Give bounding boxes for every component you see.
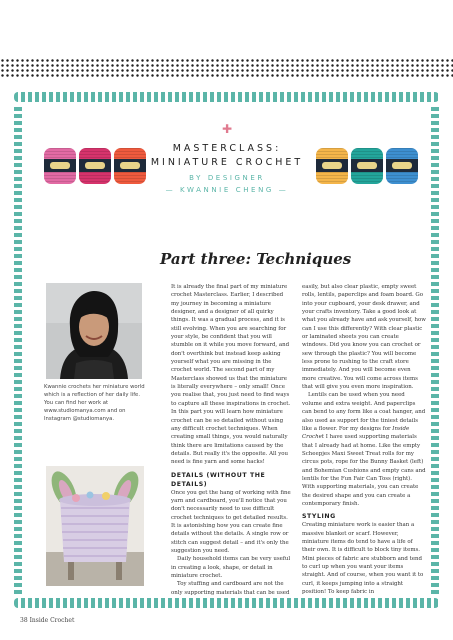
bunny-basket-photo	[46, 466, 144, 586]
right-scallop-border	[431, 104, 439, 594]
byline-label: BY DESIGNER	[189, 174, 265, 182]
section-heading-styling: STYLING	[302, 513, 336, 521]
dot-pattern-band	[0, 58, 453, 78]
body-paragraph: Daily household items can be very useful in creating a look, shape, or detail in miniature crochet.	[171, 556, 291, 579]
article-title: Part three: Techniques	[160, 250, 352, 268]
yarn-ball-pink-icon	[44, 148, 76, 184]
publication-name: Inside Crochet	[29, 617, 75, 624]
article-column-2	[302, 283, 426, 596]
cross-stitch-icon: ✚	[222, 122, 233, 136]
designer-name: — KWANNIE CHENG —	[165, 186, 289, 194]
yarn-ball-magenta-icon	[79, 148, 111, 184]
body-paragraph: easily, but also clear plastic, empty sweet rolls, lentils, paperclips and foam board. Go into your cupboard, your desk drawer, and your crafts inventory. Take a good look at what you already have and ask yourself, how can I use this differently? With clear plastic or laminated sheets you can create windows. Did you know you can crochet or sew through the plastic? You will become less prone to rushing to the craft store immediately. And you will become even more creative. You will come across items that will give you even more inspiration.	[302, 284, 426, 391]
body-paragraph: Lentils can be used when you need volume and extra weight. And paperclips can bend to any form like a coat hanger, and also used as support for the tiniest details like a flower. For my designs for Inside Crochet I have used supporting materials that I already had at home. Like the empty Scheepjes Maxi Sweet Treat rolls for my circus pots, rope for the Bunny Basket (left) and Bohemian Cushions and empty cans and lentils for the Fun Fair Can Toss (right). With supporting materials, you can create the desired shape and you can create a contemporary finish.	[302, 392, 426, 507]
page-number: 38	[20, 617, 28, 624]
yarn-ball-blue-icon	[386, 148, 418, 184]
article-column-1	[171, 283, 293, 597]
masterclass-label: MASTERCLASS:	[172, 143, 282, 154]
masterclass-heading	[130, 142, 324, 170]
bottom-scallop-border	[14, 598, 439, 608]
page-folio	[20, 617, 74, 624]
designer-portrait-photo	[46, 283, 142, 379]
portrait-caption: Kwannie crochets her miniature world which is a reflection of her daily life. You can find her work at www.studiomanya.com and on Instagram @studiomanya.	[44, 384, 145, 422]
body-paragraph: Toy stuffing and cardboard are not the only supporting materials that can be used	[171, 581, 290, 596]
top-scallop-border	[14, 92, 439, 102]
yarn-ball-teal-icon	[351, 148, 383, 184]
intro-paragraph: It is already the final part of my miniature crochet Masterclass. Earlier, I described my journey in becoming a miniature designer, and a designer of all quirky things. It was a gradual process, and it is still evolving. When you are searching for your style, be confident that you will stumble on it while you move forward, and don't overthink but instead keep asking yourself what you are missing in the crochet world. The second part of my Masterclass showed us that the miniature is literally everywhere – only small! Once you realise that, you just need to find ways to capture all these inspirations in crochet. In this part you will learn how miniature crochet can be so detailed without using any difficult crochet techniques. When creating small things, you would naturally think there are limitations caused by the details. But really it's the opposite. All you need is fine yarn and some hacks!	[171, 284, 291, 466]
left-scallop-border	[14, 104, 22, 594]
masterclass-subject: MINIATURE CROCHET	[150, 157, 304, 168]
section-heading-details: DETAILS (WITHOUT THE DETAILS)	[171, 471, 266, 488]
body-paragraph: Creating miniature work is easier than a massive blanket or scarf. However, miniature items do tend to have a life of their own. It is difficult to block tiny items. Mini pieces of fabric are stubborn and tend to curl up when you want your items straight. And of course, when you want it to curl, it keeps jumping into a straight position! To keep fabric in	[302, 522, 424, 596]
body-paragraph: Once you get the hang of working with fine yarn and cardboard, you'll notice that you don't necessarily need to use difficult crochet techniques to get detailed results. It is astonishing how you can create fine details without the details. A single row or stitch can suggest detail – and it's only the suggestion you need.	[171, 489, 291, 554]
